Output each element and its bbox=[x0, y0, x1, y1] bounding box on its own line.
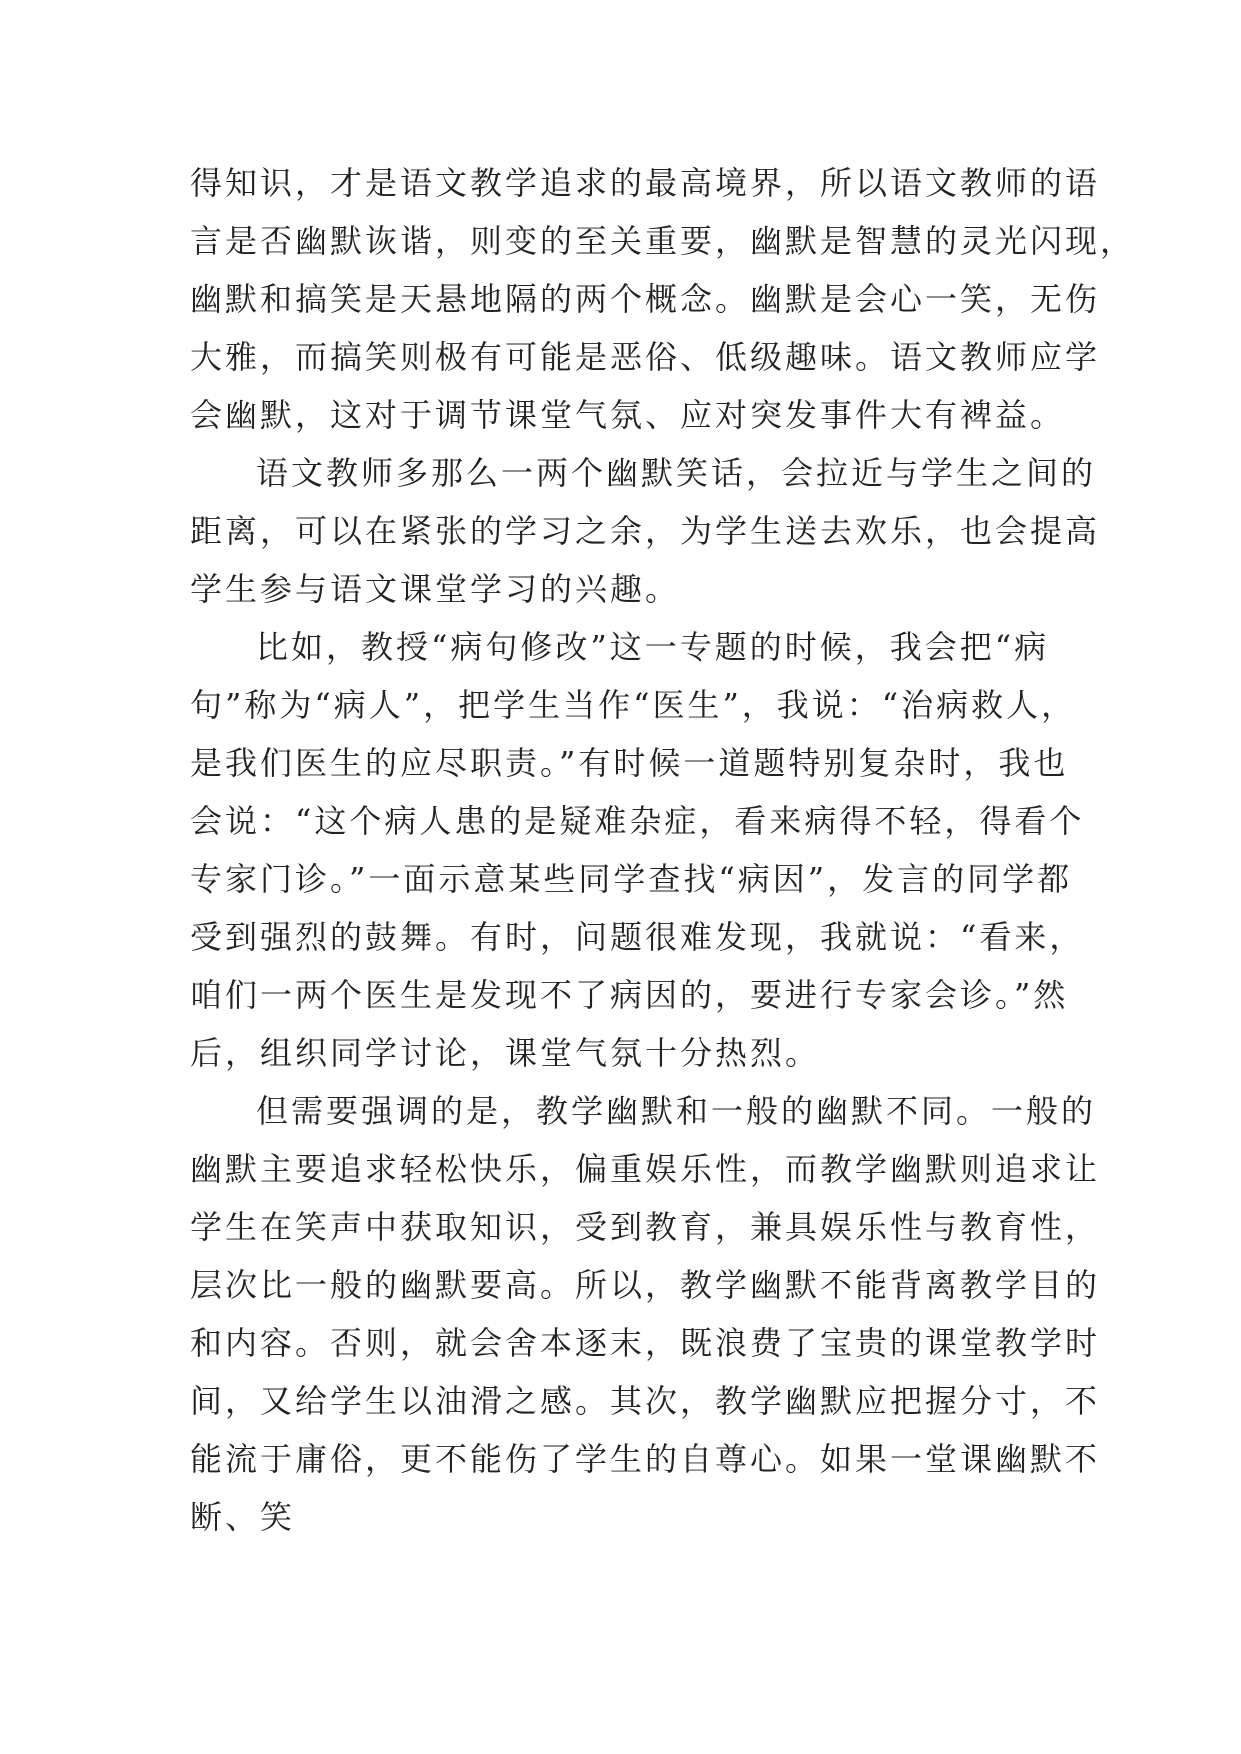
text-line: 后，组织同学讨论，课堂气氛十分热烈。 bbox=[190, 1034, 821, 1072]
text-line: 专家门诊。”一面示意某些同学查找“病因”，发言的同学都 bbox=[190, 860, 1073, 898]
text-line: 距离，可以在紧张的学习之余，为学生送去欢乐，也会提高 bbox=[190, 512, 1101, 550]
text-line: 会幽默，这对于调节课堂气氛、应对突发事件大有裨益。 bbox=[190, 396, 1066, 434]
text-line: 会说：“这个病人患的是疑难杂症，看来病得不轻，得看个 bbox=[190, 802, 1085, 840]
text-line: 咱们一两个医生是发现不了病因的，要进行专家会诊。”然 bbox=[190, 976, 1069, 1014]
text-line: 层次比一般的幽默要高。所以，教学幽默不能背离教学目的 bbox=[190, 1266, 1101, 1304]
paragraph-first-line: 比如，教授“病句修改”这一专题的时候，我会把“病 bbox=[256, 628, 1050, 666]
text-line: 句”称为“病人”，把学生当作“医生”，我说：“治病救人， bbox=[190, 686, 1077, 724]
text-line: 学生在笑声中获取知识，受到教育，兼具娱乐性与教育性， bbox=[190, 1208, 1101, 1246]
text-line: 和内容。否则，就会舍本逐末，既浪费了宝贵的课堂教学时 bbox=[190, 1324, 1101, 1362]
text-line: 幽默和搞笑是天悬地隔的两个概念。幽默是会心一笑，无伤 bbox=[190, 280, 1101, 318]
text-line: 断、笑 bbox=[190, 1498, 296, 1536]
text-line: 是我们医生的应尽职责。”有时候一道题特别复杂时，我也 bbox=[190, 744, 1069, 782]
text-line: 受到强烈的鼓舞。有时，问题很难发现，我就说：“看来， bbox=[190, 918, 1085, 956]
text-line: 学生参与语文课堂学习的兴趣。 bbox=[190, 570, 681, 608]
text-line: 间，又给学生以油滑之感。其次，教学幽默应把握分寸，不 bbox=[190, 1382, 1101, 1420]
text-line: 幽默主要追求轻松快乐，偏重娱乐性，而教学幽默则追求让 bbox=[190, 1150, 1101, 1188]
text-line: 大雅，而搞笑则极有可能是恶俗、低级趣味。语文教师应学 bbox=[190, 338, 1101, 376]
paragraph-first-line: 语文教师多那么一两个幽默笑话，会拉近与学生之间的 bbox=[256, 454, 1097, 492]
paragraph-first-line: 但需要强调的是，教学幽默和一般的幽默不同。一般的 bbox=[256, 1092, 1097, 1130]
document-body bbox=[190, 154, 1136, 1546]
text-line: 能流于庸俗，更不能伤了学生的自尊心。如果一堂课幽默不 bbox=[190, 1440, 1101, 1478]
text-line: 得知识，才是语文教学追求的最高境界，所以语文教师的语 bbox=[190, 164, 1101, 202]
text-line: 言是否幽默诙谐，则变的至关重要，幽默是智慧的灵光闪现， bbox=[190, 222, 1136, 260]
